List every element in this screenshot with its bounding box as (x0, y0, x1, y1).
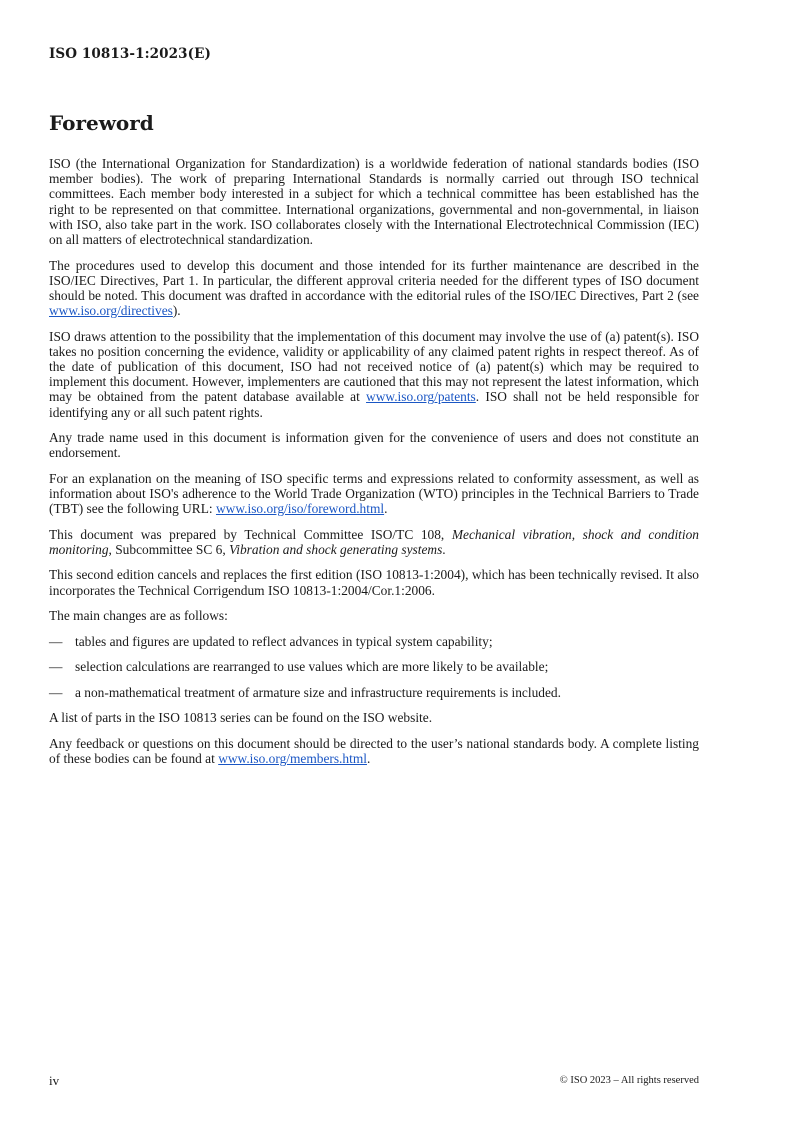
paragraph-patents (49, 329, 699, 420)
list-item (49, 685, 699, 700)
paragraph-procedures (49, 258, 699, 319)
paragraph-edition: This second edition cancels and replaces the first edition (ISO 10813-1:2004), which has been technically revised. It also incorporates the Technical Corrigendum ISO 10813-1:2004/Cor.1:2006. (49, 567, 699, 598)
foreword-body (49, 156, 699, 776)
paragraph-text: . (384, 501, 388, 517)
paragraph-iso-intro: ISO (the International Organization for Standardization) is a worldwide federation of national standards bodies (ISO member bodies). The work of preparing International Standards is normally carried out through ISO technical committees. Each member body interested in a subject for which a technical committee has been established has the right to be represented on that committee. International organizations, governmental and non-governmental, in liaison with ISO, also take part in the work. ISO collaborates closely with the International Electrotechnical Commission (IEC) on all matters of electrotechnical standardization. (49, 156, 699, 248)
foreword-link[interactable]: www.iso.org/iso/foreword.html (215, 501, 385, 517)
members-link[interactable]: www.iso.org/members.html (218, 750, 367, 766)
document-identifier: ISO 10813-1:2023(E) (49, 46, 212, 62)
paragraph-text: . (442, 541, 446, 557)
copyright-notice: © ISO 2023 – All rights reserved (559, 1075, 699, 1086)
paragraph-text: For an explanation on the meaning of ISO specific terms and expressions related to conformity assessment, as well as information about ISO's adherence to the World Trade Organization (WTO) principles in the Technical Barriers to Trade (TBT) see the following URL: (49, 470, 699, 517)
list-dash: — (49, 633, 63, 649)
paragraph-text: ). (172, 303, 181, 319)
patents-link[interactable]: www.iso.org/patents (366, 389, 476, 405)
paragraph-series-parts: A list of parts in the ISO 10813 series can be found on the ISO website. (49, 710, 433, 726)
section-title: Foreword (49, 111, 154, 135)
paragraph-text: Any feedback or questions on this document should be directed to the user’s national standards body. A complete listing of these bodies can be found at (49, 735, 699, 766)
paragraph-text: . ISO shall not be held responsible for identifying any or all such patent rights. (49, 389, 699, 420)
list-dash: — (49, 659, 63, 675)
paragraph-text: This document was prepared by Technical Committee ISO/TC 108, (49, 526, 452, 542)
paragraph-trade-name: Any trade name used in this document is information given for the convenience of users and does not constitute an endorsement. (49, 430, 699, 461)
list-item-text: tables and figures are updated to reflect advances in typical system capability; (75, 633, 493, 649)
committee-title: Mechanical vibration, shock and condition monitoring (49, 526, 699, 557)
page-number: iv (49, 1073, 60, 1088)
paragraph-committee (49, 527, 699, 557)
paragraph-conformity (49, 471, 699, 517)
paragraph-text: . (366, 750, 371, 766)
directives-link[interactable]: www.iso.org/directives (49, 303, 173, 319)
list-dash: — (49, 684, 63, 700)
changes-list (49, 634, 699, 700)
list-item (49, 634, 699, 649)
paragraph-changes-intro: The main changes are as follows: (49, 608, 228, 624)
paragraph-text: ISO draws attention to the possibility that the implementation of this document may involve the use of (a) patent(s). ISO takes no position concerning the evidence, validity or applicability of any claimed patent rights in respect thereof. As of the date of publication of this document, ISO had not received notice of (a) patent(s) which may be required to implement this document. However, implementers are cautioned that this may not represent the latest information, which may be obtained from the patent database available at (49, 328, 699, 405)
paragraph-text: , Subcommittee SC 6, (108, 541, 230, 557)
list-item (49, 659, 699, 674)
subcommittee-title: Vibration and shock generating systems (229, 541, 443, 557)
paragraph-feedback (49, 736, 699, 766)
paragraph-text: The procedures used to develop this document and those intended for its further maintenance are described in the ISO/IEC Directives, Part 1. In particular, the different approval criteria needed for the different types of ISO document should be noted. This document was drafted in accordance with the editorial rules of the ISO/IEC Directives, Part 2 (see (49, 257, 699, 303)
list-item-text: a non-mathematical treatment of armature size and infrastructure requirements is included. (75, 684, 561, 700)
list-item-text: selection calculations are rearranged to use values which are more likely to be available; (75, 659, 549, 675)
